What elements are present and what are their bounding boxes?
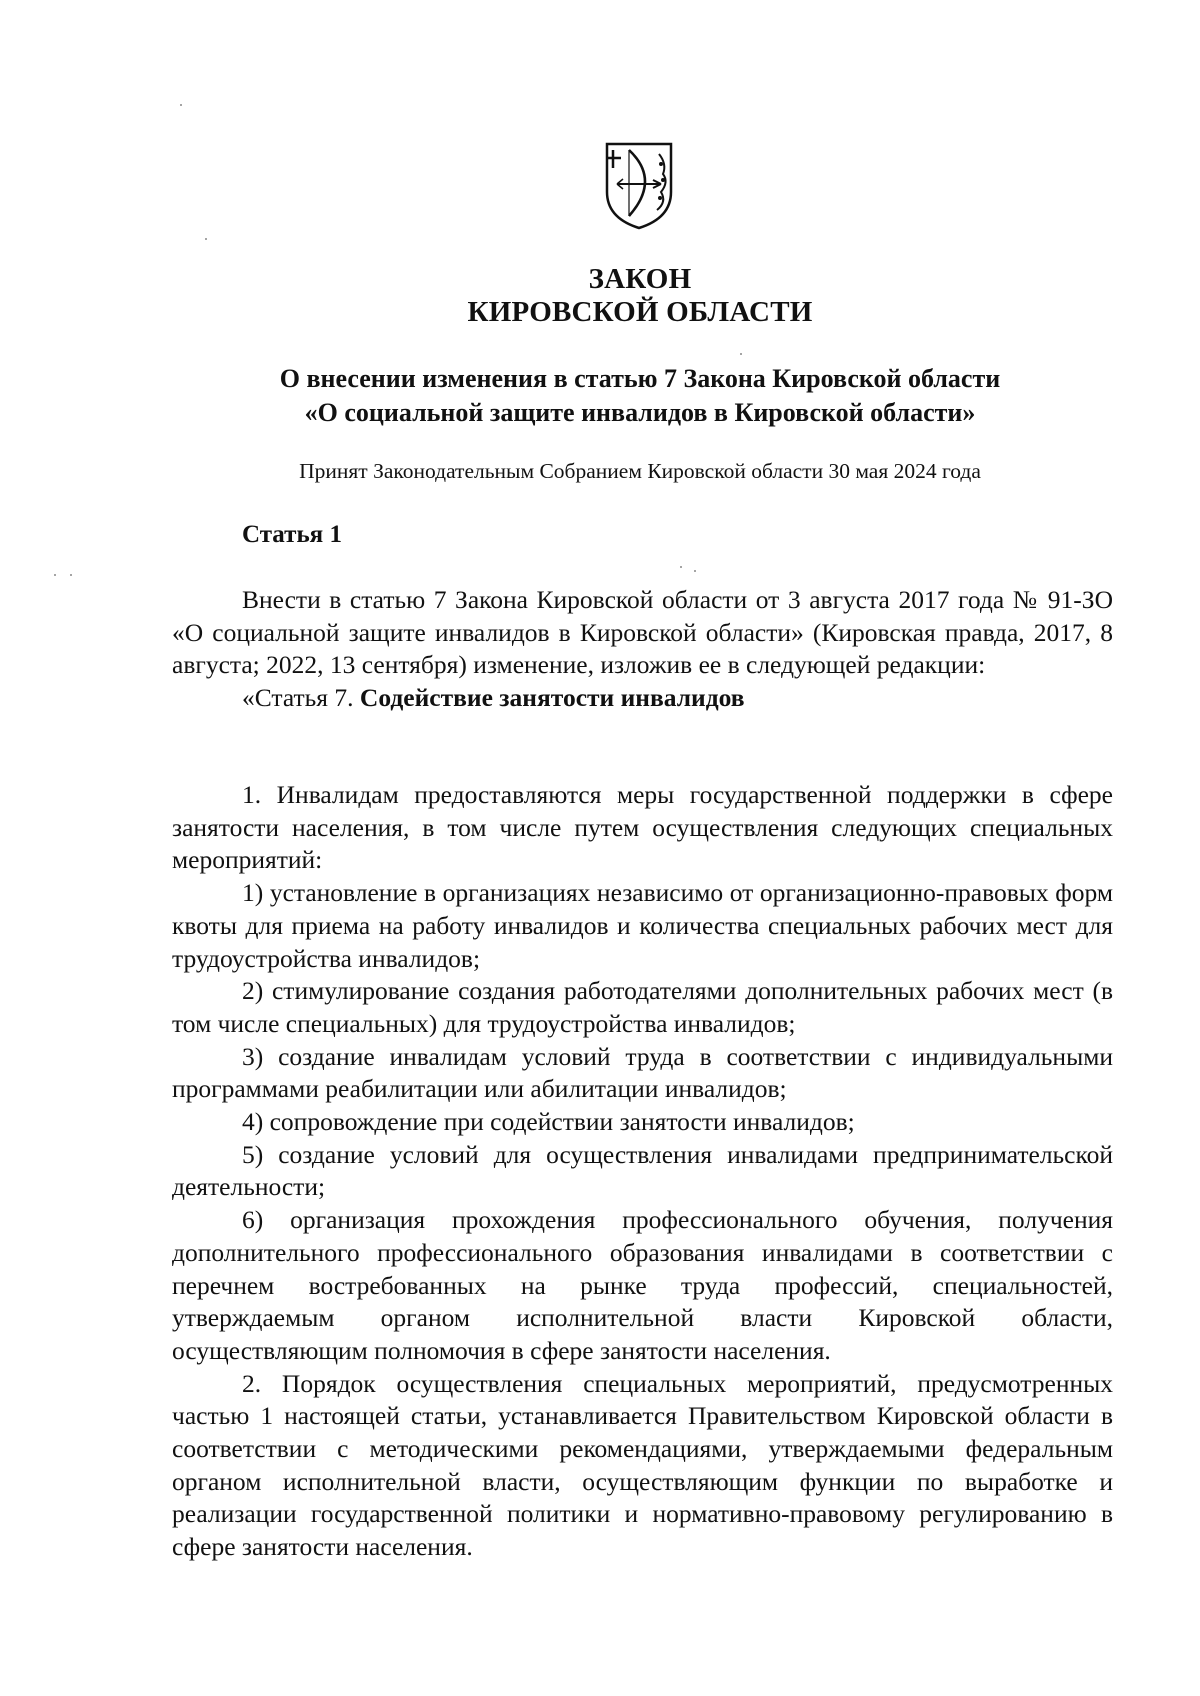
list-item-2: 2) стимулирование создания работодателями дополнительных рабочих мест (в том числе специальных) для трудоустройства инвалидов; (172, 976, 1113, 1038)
scan-speck (694, 570, 696, 572)
scan-speck (205, 238, 207, 240)
paragraph-1: 1. Инвалидам предоставляются меры государственной поддержки в сфере занятости населения, в том числе путем осуществления следующих специальных мероприятий: (172, 780, 1113, 875)
list-item-4: 4) сопровождение при содействии занятости инвалидов; (242, 1107, 855, 1137)
new-article-prefix: «Статья 7. (242, 683, 360, 713)
scan-speck (740, 353, 742, 355)
new-article-body (172, 779, 1113, 1564)
kirov-coat-of-arms-icon (603, 140, 675, 230)
list-item-6: 6) организация прохождения профессионального обучения, получения дополнительного профессионального образования инвалидами в соответствии с перечнем востребованных на рынке труда профессий, специальностей, утверждаемым органом исполнительной власти Кировской области, осуществляющим полномочия в сфере занятости населения. (172, 1205, 1113, 1365)
law-subject-line-2: «О социальной защите инвалидов в Кировской области» (304, 398, 976, 427)
law-title: ЗАКОН (588, 263, 692, 295)
list-item-5: 5) создание условий для осуществления инвалидами предпринимательской деятельности; (172, 1139, 1113, 1202)
law-subject-line-1: О внесении изменения в статью 7 Закона Кировской области (279, 364, 1001, 393)
list-item-3: 3) создание инвалидам условий труда в соответствии с индивидуальными программами реабилитации или абилитации инвалидов; (172, 1041, 1113, 1104)
scan-speck (70, 574, 72, 576)
list-item-1: 1) установление в организациях независимо от организационно-правовых форм квоты для приема на работу инвалидов и количества специальных рабочих мест для трудоустройства инвалидов; (172, 878, 1113, 973)
adoption-note: Принят Законодательным Собранием Кировской области 30 мая 2024 года (299, 459, 981, 483)
scan-speck (180, 104, 182, 106)
article-intro-block (172, 584, 1113, 715)
article-heading: Статья 1 (242, 521, 342, 548)
law-region: КИРОВСКОЙ ОБЛАСТИ (467, 296, 813, 328)
paragraph-2: 2. Порядок осуществления специальных мероприятий, предусмотренных частью 1 настоящей статьи, устанавливается Правительством Кировской области в соответствии с методическими рекомендациями, утверждаемыми федеральным органом исполнительной власти, осуществляющим функции по выработке и реализации государственной политики и нормативно-правовому регулированию в сфере занятости населения. (172, 1368, 1113, 1562)
new-article-title (172, 682, 1113, 715)
scan-speck (54, 574, 56, 576)
article-intro-paragraph: Внести в статью 7 Закона Кировской области от 3 августа 2017 года № 91-ЗО «О социальной защите инвалидов в Кировской области» (Кировская правда, 2017, 8 августа; 2022, 13 сентября) изменение, изложив ее в следующей редакции: (172, 585, 1113, 680)
new-article-name: Содействие занятости инвалидов (359, 683, 745, 713)
scan-speck (680, 566, 682, 568)
